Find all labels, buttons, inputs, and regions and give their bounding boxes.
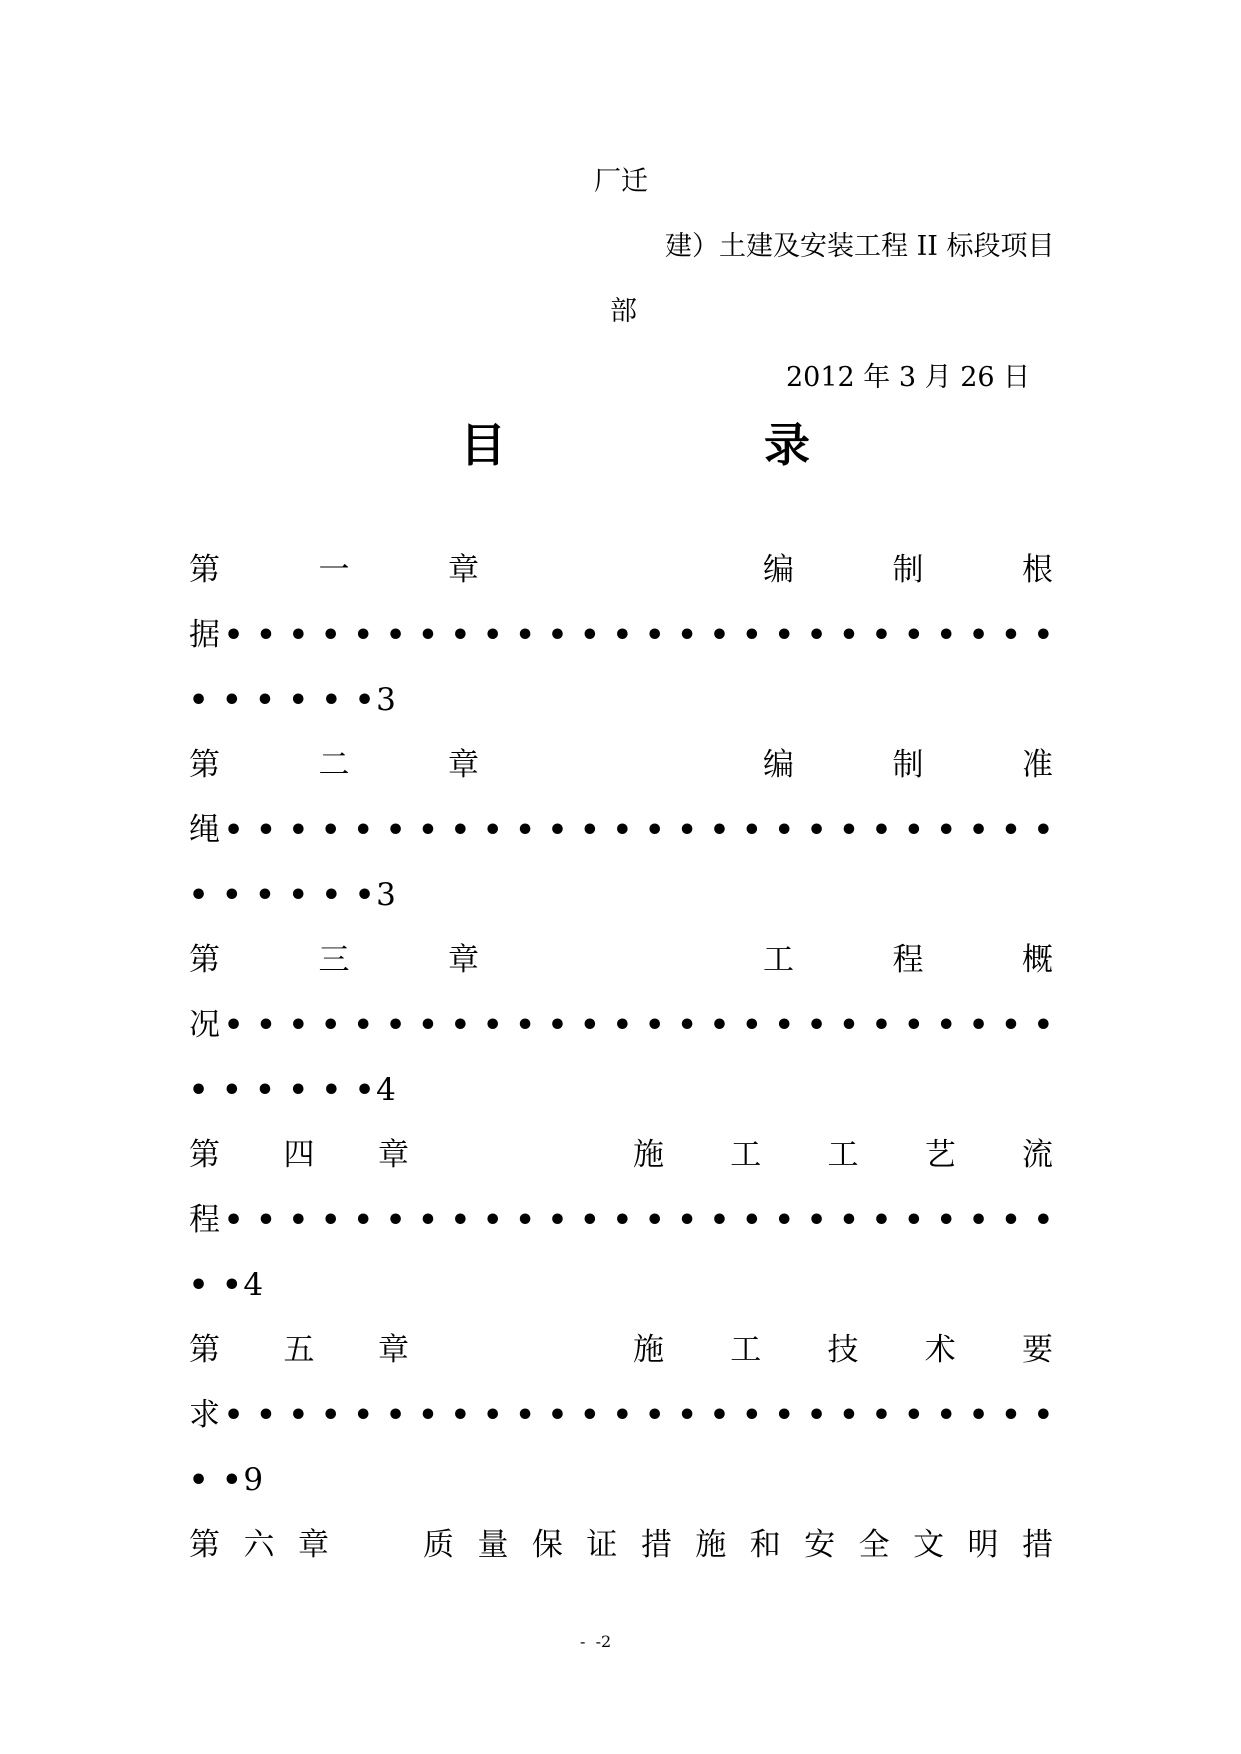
leader-dot: • bbox=[224, 1008, 244, 1043]
leader-dot: • bbox=[515, 1398, 535, 1433]
leader-dots bbox=[189, 876, 376, 916]
toc-char: 全 bbox=[858, 1527, 890, 1563]
leader-dot: • bbox=[483, 1203, 503, 1238]
toc-char: 术 bbox=[924, 1332, 956, 1368]
leader-dot: • bbox=[580, 1398, 600, 1433]
leader-dot: • bbox=[547, 1203, 568, 1238]
leader-dot: • bbox=[288, 683, 308, 718]
leader-dot: • bbox=[189, 1463, 209, 1498]
leader-dot: • bbox=[418, 1008, 438, 1043]
leader-dots bbox=[224, 811, 1053, 851]
leader-dot: • bbox=[483, 813, 503, 848]
leader-dot: • bbox=[904, 1008, 924, 1043]
toc-lead-char: 绳 bbox=[189, 812, 220, 848]
leader-dot: • bbox=[904, 1203, 924, 1238]
leader-dot: • bbox=[547, 813, 568, 848]
toc-char: 章 bbox=[378, 1332, 409, 1368]
leader-dot: • bbox=[385, 1398, 406, 1433]
toc-entry-5-heading[interactable] bbox=[189, 1330, 1053, 1370]
leader-dot: • bbox=[742, 1398, 762, 1433]
header-line-2: 建）土建及安装工程 II 标段项目 bbox=[665, 231, 1055, 262]
toc-title bbox=[460, 415, 810, 475]
leader-dot: • bbox=[418, 1203, 438, 1238]
leader-dot: • bbox=[839, 1008, 859, 1043]
leader-dot: • bbox=[936, 1008, 956, 1043]
leader-dot: • bbox=[222, 683, 242, 718]
leader-dot: • bbox=[189, 1268, 209, 1303]
leader-dot: • bbox=[354, 878, 375, 913]
leader-dot: • bbox=[774, 813, 794, 848]
leader-dot: • bbox=[224, 618, 244, 653]
leader-dot: • bbox=[904, 618, 924, 653]
leader-dot: • bbox=[709, 1398, 730, 1433]
leader-dot: • bbox=[645, 1203, 665, 1238]
leader-dot: • bbox=[1001, 618, 1021, 653]
leader-dot: • bbox=[709, 1203, 730, 1238]
toc-char: 根 bbox=[1022, 552, 1053, 588]
leader-dot: • bbox=[580, 1203, 600, 1238]
toc-char: 章 bbox=[298, 1527, 329, 1563]
leader-dot: • bbox=[1033, 618, 1053, 653]
leader-dot: • bbox=[288, 1398, 308, 1433]
toc-char: 工 bbox=[827, 1137, 859, 1173]
toc-entry-3-tail bbox=[189, 1070, 396, 1111]
leader-dot: • bbox=[255, 1073, 275, 1108]
leader-dot: • bbox=[321, 618, 341, 653]
leader-dot: • bbox=[580, 813, 600, 848]
toc-entry-2-leader bbox=[189, 810, 1053, 851]
leader-dot: • bbox=[385, 813, 406, 848]
leader-dot: • bbox=[709, 813, 730, 848]
leader-dot: • bbox=[839, 618, 859, 653]
leader-dot: • bbox=[612, 1398, 632, 1433]
header-line-1: 厂迁 bbox=[594, 166, 648, 197]
leader-dot: • bbox=[1033, 813, 1053, 848]
toc-entry-1-heading[interactable] bbox=[189, 550, 1053, 590]
leader-dot: • bbox=[483, 1008, 503, 1043]
toc-page-number: 3 bbox=[376, 877, 396, 913]
leader-dot: • bbox=[353, 618, 373, 653]
toc-char: 艺 bbox=[924, 1137, 956, 1173]
toc-char: 措 bbox=[1021, 1527, 1053, 1563]
leader-dot: • bbox=[1033, 1203, 1053, 1238]
leader-dot: • bbox=[871, 813, 891, 848]
leader-dot: • bbox=[418, 813, 438, 848]
header-line-3: 部 bbox=[610, 296, 637, 327]
leader-dot: • bbox=[936, 813, 956, 848]
leader-dot: • bbox=[904, 1398, 924, 1433]
toc-entry-3-leader bbox=[189, 1005, 1053, 1046]
toc-char: 技 bbox=[827, 1332, 859, 1368]
leader-dot: • bbox=[288, 618, 308, 653]
toc-title-char: 目 bbox=[460, 418, 506, 472]
toc-char: 程 bbox=[892, 942, 924, 978]
toc-lead-char: 程 bbox=[189, 1202, 220, 1238]
leader-dot: • bbox=[189, 1073, 209, 1108]
leader-dot: • bbox=[807, 1203, 827, 1238]
leader-dot: • bbox=[742, 1008, 762, 1043]
leader-dot: • bbox=[839, 1398, 859, 1433]
toc-entry-1-tail bbox=[189, 680, 396, 721]
toc-char: 工 bbox=[763, 942, 794, 978]
leader-dot: • bbox=[936, 1398, 956, 1433]
toc-char: 概 bbox=[1022, 942, 1053, 978]
toc-entry-4-leader bbox=[189, 1200, 1053, 1241]
leader-dot: • bbox=[222, 1268, 242, 1303]
toc-entry-1-leader bbox=[189, 615, 1053, 656]
toc-char: 编 bbox=[763, 552, 794, 588]
leader-dot: • bbox=[321, 1008, 341, 1043]
leader-dot: • bbox=[354, 683, 375, 718]
leader-dot: • bbox=[645, 813, 665, 848]
leader-dot: • bbox=[839, 1203, 859, 1238]
leader-dot: • bbox=[871, 618, 891, 653]
toc-lead-char: 求 bbox=[189, 1397, 220, 1433]
leader-dot: • bbox=[709, 618, 730, 653]
toc-char: 章 bbox=[448, 552, 479, 588]
leader-dot: • bbox=[224, 1203, 244, 1238]
leader-dot: • bbox=[256, 1203, 276, 1238]
leader-dot: • bbox=[321, 1398, 341, 1433]
leader-dot: • bbox=[321, 683, 341, 718]
leader-dots bbox=[189, 1071, 376, 1111]
toc-entry-2-heading[interactable] bbox=[189, 745, 1053, 785]
toc-entry-5-tail bbox=[189, 1460, 263, 1501]
leader-dot: • bbox=[450, 1008, 470, 1043]
leader-dot: • bbox=[515, 1008, 535, 1043]
toc-char: 四 bbox=[283, 1137, 315, 1173]
leader-dot: • bbox=[450, 618, 470, 653]
leader-dot: • bbox=[709, 1008, 730, 1043]
leader-dot: • bbox=[418, 618, 438, 653]
leader-dot: • bbox=[580, 1008, 600, 1043]
leader-dot: • bbox=[871, 1008, 891, 1043]
leader-dot: • bbox=[871, 1203, 891, 1238]
toc-lead-char: 据 bbox=[189, 617, 220, 653]
toc-char: 措 bbox=[640, 1527, 672, 1563]
leader-dot: • bbox=[483, 1398, 503, 1433]
leader-dot: • bbox=[612, 618, 632, 653]
toc-char: 章 bbox=[448, 747, 479, 783]
leader-dots bbox=[189, 681, 376, 721]
leader-dot: • bbox=[256, 813, 276, 848]
leader-dot: • bbox=[677, 618, 697, 653]
toc-char: 一 bbox=[318, 552, 350, 588]
toc-char: 第 bbox=[189, 1527, 220, 1563]
toc-char: 章 bbox=[378, 1137, 409, 1173]
toc-char: 要 bbox=[1022, 1332, 1053, 1368]
leader-dot: • bbox=[288, 1073, 308, 1108]
leader-dot: • bbox=[968, 618, 989, 653]
leader-dot: • bbox=[255, 878, 275, 913]
leader-dot: • bbox=[612, 1203, 632, 1238]
toc-char: 施 bbox=[633, 1137, 664, 1173]
leader-dot: • bbox=[222, 878, 242, 913]
leader-dot: • bbox=[450, 1398, 470, 1433]
toc-char: 流 bbox=[1022, 1137, 1053, 1173]
toc-char: 第 bbox=[189, 1137, 220, 1173]
leader-dot: • bbox=[222, 1463, 242, 1498]
toc-char: 第 bbox=[189, 942, 220, 978]
toc-char: 质 bbox=[423, 1527, 454, 1563]
toc-char: 六 bbox=[243, 1527, 275, 1563]
toc-char: 证 bbox=[586, 1527, 618, 1563]
leader-dot: • bbox=[288, 1203, 308, 1238]
leader-dot: • bbox=[645, 1398, 665, 1433]
leader-dot: • bbox=[515, 813, 535, 848]
leader-dot: • bbox=[1033, 1008, 1053, 1043]
leader-dot: • bbox=[807, 1008, 827, 1043]
leader-dot: • bbox=[645, 618, 665, 653]
leader-dot: • bbox=[450, 813, 470, 848]
leader-dots bbox=[189, 1266, 243, 1306]
leader-dot: • bbox=[321, 1073, 341, 1108]
leader-dot: • bbox=[515, 618, 535, 653]
toc-page-number: 3 bbox=[376, 682, 396, 718]
leader-dot: • bbox=[515, 1203, 535, 1238]
leader-dot: • bbox=[968, 813, 989, 848]
leader-dot: • bbox=[807, 618, 827, 653]
leader-dot: • bbox=[547, 618, 568, 653]
leader-dot: • bbox=[871, 1398, 891, 1433]
toc-page-number: 4 bbox=[376, 1072, 396, 1108]
leader-dot: • bbox=[742, 813, 762, 848]
toc-char: 编 bbox=[763, 747, 794, 783]
leader-dot: • bbox=[256, 618, 276, 653]
toc-entry-2-tail bbox=[189, 875, 396, 916]
leader-dot: • bbox=[580, 618, 600, 653]
leader-dot: • bbox=[677, 1008, 697, 1043]
leader-dot: • bbox=[321, 813, 341, 848]
toc-char: 工 bbox=[730, 1332, 762, 1368]
leader-dot: • bbox=[968, 1203, 989, 1238]
leader-dot: • bbox=[807, 1398, 827, 1433]
leader-dot: • bbox=[547, 1398, 568, 1433]
toc-entry-3-heading[interactable] bbox=[189, 940, 1053, 980]
leader-dot: • bbox=[1033, 1398, 1053, 1433]
leader-dot: • bbox=[839, 813, 859, 848]
toc-char: 保 bbox=[531, 1527, 563, 1563]
leader-dots bbox=[224, 1201, 1053, 1241]
leader-dot: • bbox=[774, 1203, 794, 1238]
leader-dots bbox=[224, 1006, 1053, 1046]
leader-dot: • bbox=[677, 1398, 697, 1433]
leader-dot: • bbox=[353, 1398, 373, 1433]
leader-dot: • bbox=[255, 683, 275, 718]
leader-dot: • bbox=[742, 1203, 762, 1238]
leader-dot: • bbox=[321, 878, 341, 913]
leader-dot: • bbox=[1001, 1008, 1021, 1043]
toc-char: 第 bbox=[189, 1332, 220, 1368]
toc-char: 和 bbox=[749, 1527, 781, 1563]
leader-dot: • bbox=[742, 618, 762, 653]
toc-char: 第 bbox=[189, 552, 220, 588]
toc-char: 施 bbox=[695, 1527, 727, 1563]
leader-dot: • bbox=[450, 1203, 470, 1238]
toc-char: 制 bbox=[892, 552, 924, 588]
leader-dot: • bbox=[224, 813, 244, 848]
leader-dot: • bbox=[774, 1008, 794, 1043]
toc-page-number: 4 bbox=[243, 1267, 264, 1303]
leader-dot: • bbox=[353, 1203, 373, 1238]
leader-dot: • bbox=[189, 878, 209, 913]
leader-dot: • bbox=[1001, 813, 1021, 848]
leader-dot: • bbox=[418, 1398, 438, 1433]
toc-char: 制 bbox=[892, 747, 924, 783]
leader-dots bbox=[224, 616, 1053, 656]
leader-dot: • bbox=[288, 1008, 308, 1043]
toc-char: 三 bbox=[318, 942, 350, 978]
toc-entry-4-tail bbox=[189, 1265, 263, 1306]
toc-char: 量 bbox=[477, 1527, 509, 1563]
toc-char: 章 bbox=[448, 942, 479, 978]
leader-dot: • bbox=[936, 1203, 956, 1238]
header-date: 2012 年 3 月 26 日 bbox=[786, 362, 1031, 393]
toc-char: 五 bbox=[283, 1332, 315, 1368]
leader-dot: • bbox=[256, 1008, 276, 1043]
leader-dot: • bbox=[222, 1073, 242, 1108]
toc-char: 施 bbox=[633, 1332, 664, 1368]
leader-dot: • bbox=[807, 813, 827, 848]
leader-dot: • bbox=[904, 813, 924, 848]
toc-char: 工 bbox=[730, 1137, 762, 1173]
leader-dot: • bbox=[353, 813, 373, 848]
leader-dot: • bbox=[1001, 1203, 1021, 1238]
toc-char: 明 bbox=[967, 1527, 999, 1563]
leader-dot: • bbox=[224, 1398, 244, 1433]
leader-dot: • bbox=[385, 618, 406, 653]
toc-char: 准 bbox=[1022, 747, 1053, 783]
leader-dot: • bbox=[968, 1398, 989, 1433]
leader-dots bbox=[189, 1461, 243, 1501]
leader-dot: • bbox=[774, 1398, 794, 1433]
leader-dot: • bbox=[189, 683, 209, 718]
leader-dots bbox=[224, 1396, 1053, 1436]
page-footer: - -2 bbox=[580, 1632, 612, 1651]
leader-dot: • bbox=[1001, 1398, 1021, 1433]
leader-dot: • bbox=[677, 1203, 697, 1238]
toc-char: 文 bbox=[913, 1527, 945, 1563]
leader-dot: • bbox=[677, 813, 697, 848]
leader-dot: • bbox=[353, 1008, 373, 1043]
toc-lead-char: 况 bbox=[189, 1007, 220, 1043]
toc-char: 安 bbox=[804, 1527, 836, 1563]
leader-dot: • bbox=[288, 813, 308, 848]
toc-char: 第 bbox=[189, 747, 220, 783]
toc-char: 二 bbox=[318, 747, 350, 783]
leader-dot: • bbox=[256, 1398, 276, 1433]
leader-dot: • bbox=[645, 1008, 665, 1043]
leader-dot: • bbox=[483, 618, 503, 653]
leader-dot: • bbox=[612, 813, 632, 848]
toc-entry-5-leader bbox=[189, 1395, 1053, 1436]
toc-entry-4-heading[interactable] bbox=[189, 1135, 1053, 1175]
leader-dot: • bbox=[385, 1008, 406, 1043]
leader-dot: • bbox=[774, 618, 794, 653]
leader-dot: • bbox=[288, 878, 308, 913]
leader-dot: • bbox=[968, 1008, 989, 1043]
leader-dot: • bbox=[547, 1008, 568, 1043]
leader-dot: • bbox=[321, 1203, 341, 1238]
leader-dot: • bbox=[385, 1203, 406, 1238]
leader-dot: • bbox=[612, 1008, 632, 1043]
toc-page-number: 9 bbox=[243, 1462, 264, 1498]
leader-dot: • bbox=[354, 1073, 375, 1108]
leader-dot: • bbox=[936, 618, 956, 653]
toc-entry-6-heading[interactable] bbox=[189, 1525, 1053, 1565]
toc-title-char: 录 bbox=[764, 418, 810, 472]
